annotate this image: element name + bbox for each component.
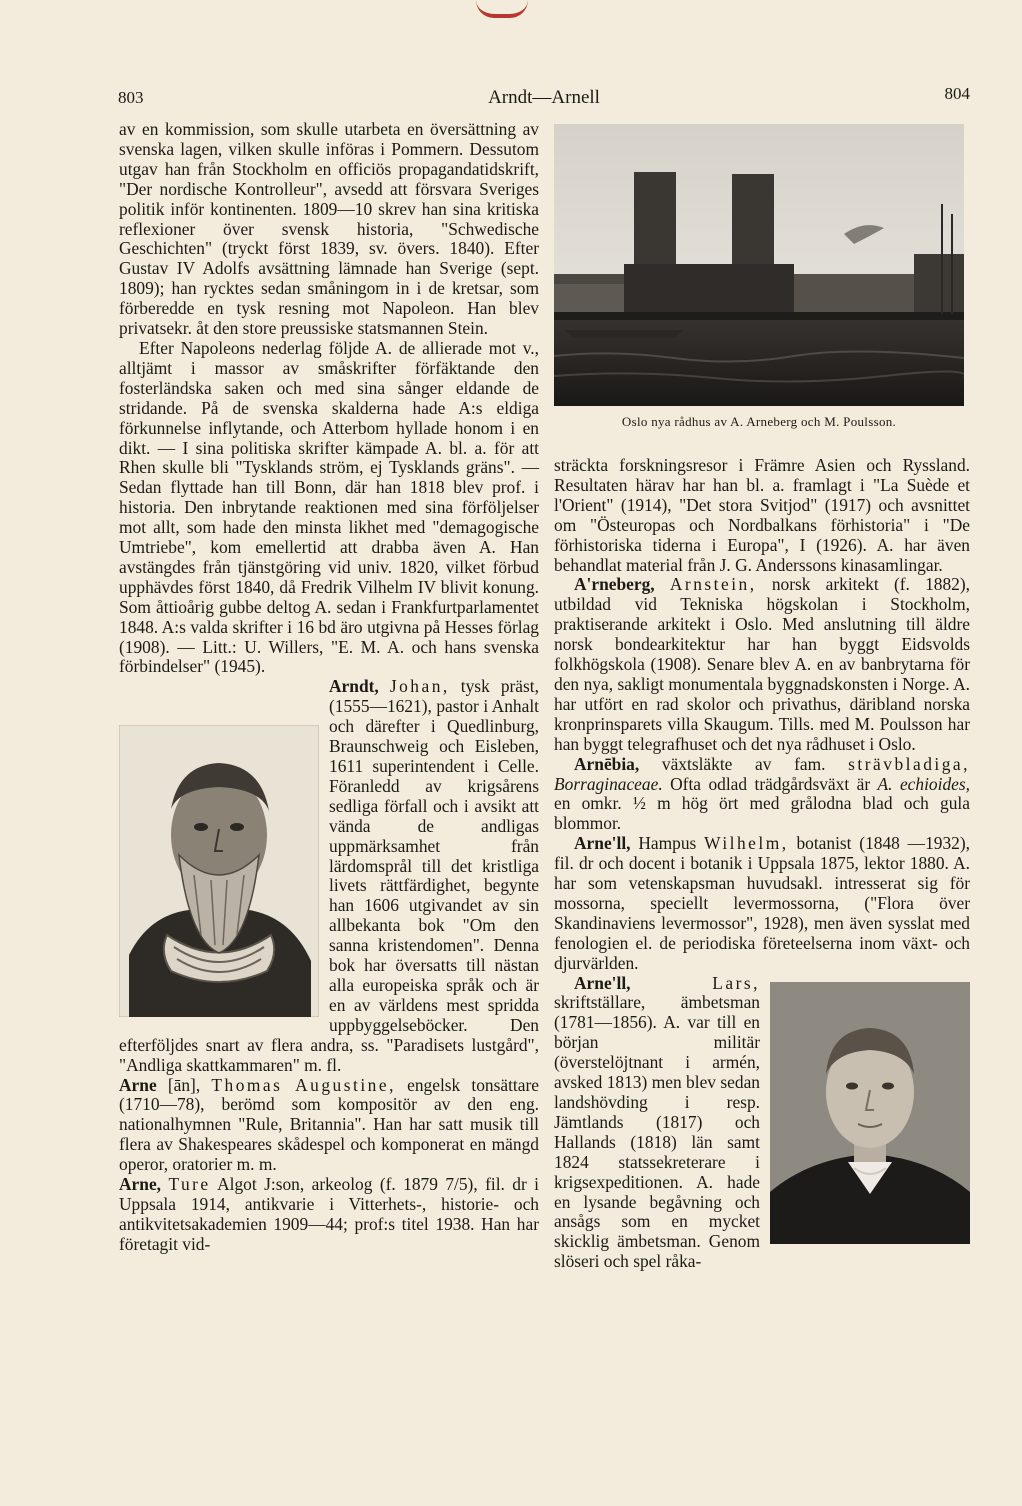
entry-headword: Arndt, — [329, 676, 379, 697]
entry-name: Johan, — [389, 676, 450, 697]
entry-headword: Arnēbia, — [574, 753, 640, 774]
oslo-city-hall-photo — [554, 124, 964, 406]
right-column — [554, 456, 970, 1406]
entry-arneberg — [554, 575, 970, 754]
entry-arndt-johan — [119, 677, 539, 1075]
entry-headword: Arne, — [119, 1174, 162, 1195]
entry-name: Wilhelm, — [704, 833, 789, 854]
entry-text: norsk arkitekt (f. 1882), utbildad vid Tekniska högskolan i Stockholm, praktiserande arkitekt i Oslo. Med anslutning till äldre norsk bondearkitektur har han byggt Eidsvolds folkhögskola (1908). Senare blev A. en av banbrytarna för den nya, sakligt monumentala byggnadskonsten i Norge. A. har utfört en rad skolor och privathus, däribland norska kronprinsparets villa Skaugum. Tills. med M. Poulsson har han byggt telegrafhuset och det nya rådhuset i Oslo. — [554, 574, 970, 754]
left-column — [119, 120, 539, 1420]
running-title: Arndt—Arnell — [488, 87, 600, 108]
entry-name: Ture — [168, 1174, 211, 1195]
entry-pronunciation: [ān], — [167, 1074, 201, 1095]
arndt-em-paragraph: Efter Napoleons nederlag följde A. de allierade mot v., alltjämt i massor av småskrifter förfäktande den fosterländska saken och med sina sånger eldande de stridande. På de svenska skalderna hade A:s eldiga förkunnelse inflytande, och Atterbom hyllade honom i en dikt. — I sina politiska skrifter kämpade A. bl. a. för att Rhen skulle bli "Tysklands ström, ej Tysklands gräns". — Sedan flyttade han till Bonn, där han 1818 blev prof. i historia. Den inbrytande reaktionen med sina förföljelser mot allt, som hade den minsta likhet med "demagogische Umtriebe", kom emellertid att drabba även A. Han avstängdes från tjänstgöring vid univ. 1820, vilket förbud upphävdes först 1840, då Fredrik Vilhelm IV blivit konung. Som åttioårig gubbe deltog A. sedan i Frankfurtparlamentet 1848. A:s valda skrifter i 16 bd äro utgivna på Hesses förlag (1908). — Litt.: U. Willers, "E. M. A. och hans svenska förbindelser" (1945). — [119, 337, 539, 677]
entry-name: Thomas Augustine, — [211, 1074, 396, 1095]
entry-text: botanist (1848 —1932), fil. dr och docent i botanik i Uppsala 1875, lektor 1880. A. har som vetenskapsman huvudsakl. intresserat sig för mossorna, speciellt levermossorna, ("Flora över Skandinaviens levermossor", 1928), men även sysslat med fenologien el. de periodiska företeelserna inom växt- och djurvärlden. — [554, 833, 970, 973]
entry-arne-ture — [119, 1175, 539, 1255]
page-number-left: 803 — [118, 88, 144, 107]
entry-name: Lars, — [712, 972, 760, 993]
entry-first-name: Hampus — [638, 833, 697, 854]
entry-headword: Arne — [119, 1074, 157, 1095]
entry-text: växtsläkte av fam. — [661, 753, 826, 774]
entry-headword: Arne'll, — [574, 833, 631, 854]
entry-text: engelsk tonsättare (1710—78), berömd som kompositör av den eng. nationalhymnen "Rule, Britannia". Han har satt musik till flera av Shakespeares skådespel och komponerat en mängd operor, oratorier m. m. — [119, 1074, 539, 1175]
portrait-johan-arndt — [119, 725, 319, 1017]
entry-text: skriftställare, ämbetsman (1781—1856). A. var till en början militär (överstelöjtnant i armén, avsked 1813) men blev sedan landshövding i resp. Jämtlands (1817) och Hallands (1818) län samt 1824 statssekreterare i krigsexpeditionen. A. hade en lysande begåvning och ansågs som en mycket skicklig ämbetsman. Genom slöseri och spel råka- — [554, 992, 760, 1272]
page-number-right: 804 — [944, 84, 970, 103]
entry-text: Algot J:son, arkeolog (f. 1879 7/5), fil. dr i Uppsala 1914, antikvarie i Vitterhets-, historie- och antikvitetsakademien 1909—44; prof:s titel 1938. Han har företagit vid- — [119, 1174, 539, 1254]
entry-headword: A'rneberg, — [574, 574, 655, 595]
portrait-lars-arnell — [770, 982, 970, 1244]
entry-arnell-lars — [554, 974, 970, 1273]
entry-arne-thomas — [119, 1076, 539, 1176]
entry-headword: Arne'll, — [574, 972, 631, 993]
entry-species: A. echioides, — [877, 773, 970, 794]
entry-arnebia — [554, 755, 970, 835]
entry-name: Arnstein, — [669, 574, 757, 595]
page-edge-mark — [476, 0, 528, 18]
entry-genus: Borraginaceae. — [554, 773, 663, 794]
arndt-em-continuation: av en kommission, som skulle utarbeta en översättning av svenska lagen, vilken skulle införas i Pommern. Dessutom utgav han från Stockholm en officiös propagandatidskrift, "Der nordische Kontrolleur", avsedd att försvara Sveriges politik inför kontinenten. 1809—10 skrev han sina kritiska reflexioner över svensk historia, "Schwedische Geschichten" (tryckt först 1839, sv. övers. 1840). Efter Gustav IV Adolfs avsättning lämnade han Sverige (sept. 1809); han rycktes sedan småningom in i de kretsar, som förberedde en tysk resning mot Napoleon. Han blev privatsekr. åt den store preussiske statsmannen Stein. — [119, 119, 539, 339]
entry-text: Ofta odlad trädgårdsväxt är — [670, 773, 871, 794]
entry-arnell-hampus — [554, 834, 970, 973]
entry-text: tysk präst, (1555—1621), pastor i Anhalt och därefter i Quedlinburg, Braunschweig och Eisleben, 1611 superintendent i Celle. Föranledd av krigsårens sedliga förfall och i avsikt att vända de andligas uppmärksamhet från lärdomsprål till det kristliga livets rättfärdighet, begynte han 1606 utgivandet av sin allbekanta bok "Om den sanna kristendomen". Denna bok har översatts till nästan alla europeiska språk och är en av världens mest spridda uppbyggelseböcker. Den efterföljdes snart av flera andra, ss. "Paradisets lustgård", "Andliga skattkammaren" m. fl. — [119, 676, 539, 1075]
entry-spaced-term: strävbladiga, — [848, 753, 970, 774]
figure-caption: Oslo nya rådhus av A. Arneberg och M. Poulsson. — [621, 414, 897, 429]
entry-text: en omkr. ½ m hög ört med grålodna blad och gula blommor. — [554, 793, 970, 834]
oslo-city-hall-figure — [554, 124, 964, 430]
arne-ture-continuation: sträckta forskningsresor i Främre Asien och Ryssland. Resultaten härav har han bl. a. framlagt i "La Suède et l'Orient" (1914), "Det stora Svitjod" (1917) och avsnittet om "Östeuropas och Nordbalkans förhistoria" i "De förhistoriska tiderna i Europa", I (1926). A. har även behandlat material från J. G. Anderssons kinasamlingar. — [554, 455, 970, 575]
page-header — [118, 84, 970, 114]
